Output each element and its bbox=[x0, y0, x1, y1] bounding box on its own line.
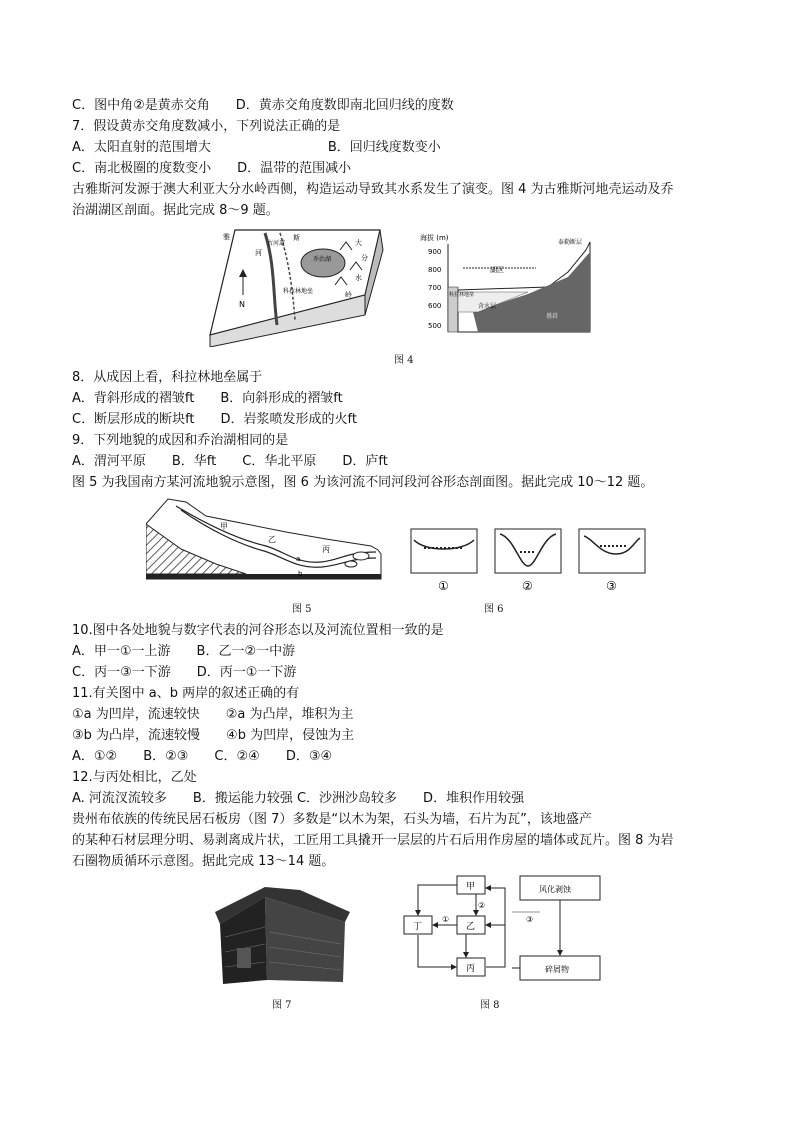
fig5-label-b: b bbox=[298, 570, 303, 578]
text-line-1: C．图中角②是黄赤交角 D．黄赤交角度数即南北回归线的度数 bbox=[72, 98, 454, 113]
passage-fig4-1: 古雅斯河发源于澳大利亚大分水岭西侧，构造运动导致其水系发生了演变。图 4 为古雅斯河地壳运动及乔 bbox=[72, 182, 674, 197]
figure-6-valley-3 bbox=[578, 528, 646, 594]
figure-7-caption: 图 7 bbox=[272, 1000, 292, 1011]
passage-fig7-8-2: 的某种石材层理分明、易剥离成片状，工匠用工具撬开一层层的片石后用作房屋的墙体或瓦片。图 8 为岩 bbox=[72, 833, 674, 848]
q10-options-ab: A．甲一①一上游 B．乙一②一中游 bbox=[72, 644, 296, 659]
profile-label-lake-area: 湖区 bbox=[490, 266, 504, 274]
figure-6-valley-2 bbox=[494, 528, 562, 594]
q10-options-cd: C．丙一③一下游 D．丙一①一下游 bbox=[72, 665, 297, 680]
passage-fig7-8-3: 石圈物质循环示意图。据此完成 13～14 题。 bbox=[72, 854, 335, 869]
q9-options: A．渭河平原 B．华ft C．华北平原 D．庐ft bbox=[72, 454, 388, 469]
q11-options: A．①② B．②③ C．②④ D．③④ bbox=[72, 749, 333, 764]
fig4-label-si: 斯 bbox=[293, 234, 300, 242]
figure-6-valley-1 bbox=[410, 528, 478, 594]
q11-statements-34: ③b 为凸岸，流速较慢 ④b 为凹岸，侵蚀为主 bbox=[72, 728, 355, 743]
question-9: 9．下列地貌的成因和乔治湖相同的是 bbox=[72, 433, 289, 448]
q12-options: A. 河流汊流较多 B．搬运能力较强 C．沙洲沙岛较多 D．堆积作用较强 bbox=[72, 791, 525, 806]
profile-label-bedrock: 基岩 bbox=[546, 313, 559, 320]
fig4-label-horst: 科拉林地垒 bbox=[283, 288, 314, 295]
q8-options-cd: C．断层形成的断块ft D．岩浆喷发形成的火ft bbox=[72, 412, 357, 427]
profile-label-horst: 科拉林地垒 bbox=[449, 292, 475, 298]
figure-5-caption: 图 5 bbox=[292, 604, 312, 615]
node-yi: 乙 bbox=[466, 922, 476, 932]
passage-fig7-8-1: 贵州布依族的传统民居石板房（图 7）多数是“以木为架，石头为墙，石片为瓦”，该地盛产 bbox=[72, 812, 592, 827]
tick-500: 500 bbox=[428, 322, 442, 330]
figure-4-profile bbox=[418, 232, 593, 340]
arrow-label-1: ① bbox=[442, 915, 450, 924]
fig4-label-da: 大 bbox=[355, 239, 362, 247]
valley-label-2: ② bbox=[522, 579, 533, 593]
fig4-label-ya: 雅 bbox=[223, 233, 230, 241]
question-7: 7．假设黄赤交角度数减小，下列说法正确的是 bbox=[72, 119, 341, 134]
node-jia: 甲 bbox=[466, 882, 476, 892]
profile-axis-title: 海拔 (m) bbox=[420, 234, 449, 242]
passage-fig4-2: 治湖湖区剖面。据此完成 8～9 题。 bbox=[72, 203, 279, 218]
fig4-label-old-channel: 古河道 bbox=[267, 240, 286, 247]
figure-6-caption: 图 6 bbox=[484, 604, 504, 615]
valley-label-3: ③ bbox=[606, 579, 617, 593]
tick-800: 800 bbox=[428, 266, 442, 274]
node-debris: 碎屑物 bbox=[545, 965, 569, 974]
fig5-label-a: a bbox=[296, 555, 301, 563]
tick-900: 900 bbox=[428, 248, 442, 256]
figure-7-stone-house bbox=[205, 882, 355, 992]
profile-label-fault: 泰勒断层 bbox=[558, 239, 583, 246]
figure-8-rock-cycle bbox=[400, 872, 605, 990]
profile-label-aquifer: 含水层 bbox=[478, 303, 497, 310]
fig4-label-lake: 乔治湖 bbox=[313, 256, 332, 263]
figure-8-caption: 图 8 bbox=[480, 1000, 500, 1011]
arrow-label-3: ③ bbox=[526, 915, 534, 924]
question-12: 12.与丙处相比，乙处 bbox=[72, 770, 197, 785]
fig4-label-ling: 岭 bbox=[345, 291, 352, 299]
q7-options-cd: C．南北极圈的度数变小 D．温带的范围减小 bbox=[72, 161, 352, 176]
node-weathering: 风化剥蚀 bbox=[539, 885, 571, 894]
tick-700: 700 bbox=[428, 284, 442, 292]
figure-4-block-diagram bbox=[205, 225, 390, 347]
question-11: 11.有关图中 a、b 两岸的叙述正确的有 bbox=[72, 686, 300, 701]
figure-4-caption: 图 4 bbox=[394, 355, 414, 366]
q11-statements-12: ①a 为凹岸，流速较快 ②a 为凸岸，堆积为主 bbox=[72, 707, 354, 722]
question-8: 8．从成因上看，科拉林地垒属于 bbox=[72, 370, 263, 385]
figure-5-river-landform bbox=[146, 494, 386, 594]
node-bing: 丙 bbox=[466, 964, 476, 974]
fig5-label-bing: 丙 bbox=[322, 545, 330, 554]
north-arrow-label: N bbox=[239, 300, 245, 309]
q8-options-ab: A．背斜形成的褶皱ft B．向斜形成的褶皱ft bbox=[72, 391, 343, 406]
node-ding: 丁 bbox=[413, 922, 423, 932]
passage-fig5-6: 图 5 为我国南方某河流地貌示意图，图 6 为该河流不同河段河谷形态剖面图。据此完成 10～12 题。 bbox=[72, 475, 654, 490]
valley-label-1: ① bbox=[438, 579, 449, 593]
fig4-label-shui: 水 bbox=[355, 274, 362, 282]
fig5-label-yi: 乙 bbox=[268, 535, 276, 544]
q7-options-ab: A．太阳直射的范围增大 B．回归线度数变小 bbox=[72, 140, 441, 155]
question-10: 10.图中各处地貌与数字代表的河谷形态以及河流位置相一致的是 bbox=[72, 623, 444, 638]
fig4-label-fen: 分 bbox=[361, 254, 368, 262]
fig5-label-jia: 甲 bbox=[220, 522, 228, 531]
tick-600: 600 bbox=[428, 302, 442, 310]
arrow-label-2: ② bbox=[478, 901, 486, 910]
fig4-label-he: 河 bbox=[255, 249, 262, 257]
